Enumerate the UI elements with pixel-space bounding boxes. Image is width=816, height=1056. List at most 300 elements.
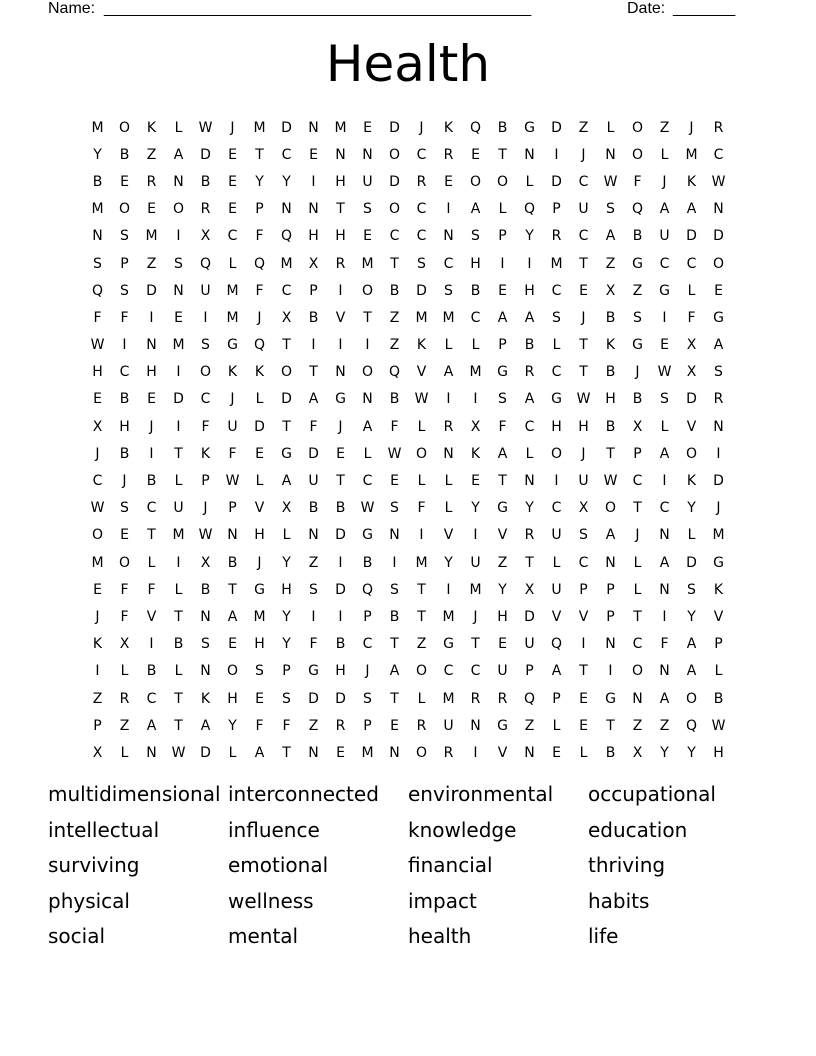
grid-letter: L: [552, 717, 561, 734]
grid-letter: N: [200, 663, 211, 680]
grid-letter: B: [470, 282, 481, 299]
grid-letter: Q: [685, 717, 698, 734]
word-list-item: life: [588, 924, 619, 949]
grid-letter: V: [551, 608, 562, 625]
grid-letter: T: [174, 717, 183, 734]
grid-letter: B: [389, 608, 400, 625]
grid-letter: V: [254, 500, 265, 517]
grid-letter: L: [147, 554, 156, 571]
grid-letter: T: [174, 690, 183, 707]
grid-letter: A: [524, 309, 535, 326]
grid-letter: J: [365, 663, 370, 680]
grid-letter: A: [497, 309, 508, 326]
grid-letter: C: [227, 228, 238, 245]
grid-letter: C: [416, 146, 427, 163]
grid-letter: W: [603, 473, 618, 490]
grid-letter: K: [605, 337, 616, 354]
grid-letter: C: [713, 146, 724, 163]
grid-letter: S: [120, 500, 129, 517]
grid-letter: K: [200, 445, 211, 462]
grid-letter: B: [632, 228, 643, 245]
grid-letter: R: [146, 173, 157, 190]
grid-letter: D: [686, 391, 697, 408]
grid-letter: N: [605, 636, 616, 653]
grid-letter: C: [281, 282, 292, 299]
grid-letter: N: [470, 717, 481, 734]
grid-letter: A: [686, 201, 697, 218]
grid-letter: Y: [282, 173, 291, 190]
grid-row: [84, 631, 732, 658]
grid-letter: G: [632, 255, 643, 272]
grid-letter: R: [416, 173, 427, 190]
grid-letter: P: [93, 717, 102, 734]
grid-letter: T: [282, 337, 291, 354]
grid-letter: P: [606, 608, 615, 625]
grid-letter: Y: [228, 717, 237, 734]
grid-letter: F: [228, 445, 237, 462]
grid-letter: A: [686, 636, 697, 653]
grid-letter: S: [714, 364, 723, 381]
grid-letter: D: [308, 445, 319, 462]
grid-letter: T: [174, 608, 183, 625]
grid-letter: B: [146, 473, 157, 490]
grid-letter: I: [338, 554, 343, 571]
grid-letter: T: [498, 146, 507, 163]
grid-letter: N: [659, 581, 670, 598]
grid-letter: P: [525, 663, 534, 680]
grid-letter: H: [605, 391, 616, 408]
grid-letter: R: [551, 228, 562, 245]
grid-letter: G: [659, 282, 670, 299]
grid-letter: P: [282, 663, 291, 680]
grid-letter: C: [416, 201, 427, 218]
grid-letter: D: [254, 418, 265, 435]
word-list-item: physical: [48, 888, 130, 913]
grid-letter: D: [308, 690, 319, 707]
grid-letter: F: [255, 717, 264, 734]
grid-letter: I: [338, 608, 343, 625]
grid-letter: V: [335, 309, 346, 326]
grid-letter: B: [92, 173, 103, 190]
grid-letter: E: [471, 473, 480, 490]
grid-letter: M: [442, 690, 455, 707]
grid-letter: R: [470, 690, 481, 707]
grid-letter: P: [228, 500, 237, 517]
grid-letter: Y: [471, 500, 480, 517]
grid-letter: L: [444, 337, 453, 354]
grid-letter: A: [686, 663, 697, 680]
grid-letter: I: [446, 581, 451, 598]
grid-letter: M: [172, 337, 185, 354]
grid-letter: K: [443, 119, 454, 136]
grid-letter: G: [497, 364, 508, 381]
grid-letter: T: [633, 500, 642, 517]
grid-letter: M: [253, 608, 266, 625]
grid-letter: R: [713, 391, 724, 408]
grid-letter: L: [120, 663, 129, 680]
grid-letter: T: [282, 418, 291, 435]
grid-letter: V: [146, 608, 157, 625]
grid-letter: G: [443, 636, 454, 653]
word-list-item: mental: [228, 924, 299, 949]
grid-letter: Y: [660, 744, 669, 761]
grid-letter: T: [579, 663, 588, 680]
grid-letter: I: [608, 663, 613, 680]
grid-letter: M: [334, 119, 347, 136]
grid-letter: L: [255, 391, 264, 408]
grid-letter: E: [93, 391, 102, 408]
grid-letter: G: [254, 581, 265, 598]
grid-letter: X: [632, 418, 643, 435]
grid-letter: E: [579, 282, 588, 299]
grid-letter: H: [281, 581, 292, 598]
grid-letter: T: [255, 146, 264, 163]
grid-letter: J: [581, 445, 586, 462]
grid-letter: U: [551, 527, 562, 544]
grid-letter: U: [443, 717, 454, 734]
grid-letter: C: [470, 663, 481, 680]
grid-letter: W: [225, 473, 240, 490]
grid-letter: P: [201, 473, 210, 490]
grid-letter: F: [201, 418, 210, 435]
grid-letter: A: [659, 554, 670, 571]
grid-letter: C: [578, 173, 589, 190]
grid-letter: O: [415, 663, 428, 680]
grid-letter: Z: [605, 255, 616, 272]
grid-row: [84, 277, 732, 304]
grid-letter: N: [281, 201, 292, 218]
grid-letter: S: [606, 201, 615, 218]
grid-letter: I: [176, 228, 181, 245]
grid-letter: D: [281, 391, 292, 408]
grid-letter: J: [122, 473, 127, 490]
grid-letter: I: [338, 282, 343, 299]
grid-letter: E: [228, 173, 237, 190]
grid-letter: K: [686, 173, 697, 190]
grid-letter: M: [91, 554, 104, 571]
grid-letter: N: [443, 228, 454, 245]
grid-letter: R: [443, 744, 454, 761]
word-list-item: surviving: [48, 853, 140, 878]
grid-letter: K: [470, 445, 481, 462]
grid-row: [84, 685, 732, 712]
grid-letter: C: [443, 255, 454, 272]
grid-letter: G: [713, 309, 724, 326]
grid-letter: J: [635, 364, 640, 381]
grid-letter: M: [469, 364, 482, 381]
grid-letter: R: [119, 690, 130, 707]
word-list-item: environmental: [408, 782, 554, 806]
grid-letter: O: [388, 146, 401, 163]
grid-letter: B: [308, 500, 319, 517]
grid-letter: F: [147, 581, 156, 598]
grid-letter: D: [335, 527, 346, 544]
grid-letter: D: [416, 282, 427, 299]
grid-letter: K: [92, 636, 103, 653]
grid-letter: I: [149, 636, 154, 653]
grid-letter: M: [685, 146, 698, 163]
grid-letter: L: [363, 445, 372, 462]
grid-letter: W: [711, 717, 726, 734]
grid-letter: A: [551, 663, 562, 680]
grid-letter: J: [635, 527, 640, 544]
grid-letter: U: [659, 228, 670, 245]
grid-letter: Z: [632, 282, 643, 299]
grid-letter: A: [713, 337, 724, 354]
grid-letter: B: [308, 309, 319, 326]
grid-letter: L: [471, 337, 480, 354]
grid-letter: O: [388, 201, 401, 218]
grid-letter: C: [551, 500, 562, 517]
grid-letter: N: [443, 445, 454, 462]
grid-letter: D: [686, 554, 697, 571]
grid-letter: C: [659, 255, 670, 272]
grid-letter: J: [95, 445, 100, 462]
grid-letter: S: [579, 527, 588, 544]
grid-letter: C: [362, 636, 373, 653]
grid-letter: T: [228, 581, 237, 598]
grid-letter: A: [254, 744, 265, 761]
grid-letter: T: [417, 581, 426, 598]
grid-letter: V: [713, 608, 724, 625]
grid-letter: M: [145, 228, 158, 245]
grid-letter: Y: [93, 146, 102, 163]
grid-letter: V: [497, 744, 508, 761]
grid-row: [84, 658, 732, 685]
grid-letter: P: [579, 581, 588, 598]
grid-letter: T: [606, 445, 615, 462]
grid-letter: U: [578, 201, 589, 218]
grid-letter: D: [200, 744, 211, 761]
grid-letter: S: [552, 309, 561, 326]
grid-letter: K: [686, 473, 697, 490]
grid-letter: I: [662, 473, 667, 490]
grid-letter: X: [605, 282, 616, 299]
grid-letter: E: [93, 581, 102, 598]
grid-letter: W: [360, 500, 375, 517]
grid-letter: S: [120, 228, 129, 245]
grid-letter: O: [118, 554, 131, 571]
grid-letter: O: [496, 173, 509, 190]
grid-letter: N: [308, 201, 319, 218]
grid-letter: U: [173, 500, 184, 517]
grid-letter: X: [578, 500, 589, 517]
grid-letter: G: [227, 337, 238, 354]
grid-letter: J: [473, 608, 478, 625]
grid-letter: B: [146, 663, 157, 680]
grid-letter: P: [498, 337, 507, 354]
grid-letter: M: [712, 527, 725, 544]
grid-letter: T: [174, 445, 183, 462]
grid-letter: N: [632, 690, 643, 707]
grid-letter: A: [659, 201, 670, 218]
grid-letter: E: [579, 717, 588, 734]
grid-row: [84, 168, 732, 195]
grid-letter: A: [362, 418, 373, 435]
grid-letter: I: [473, 744, 478, 761]
grid-row: [84, 576, 732, 603]
grid-letter: A: [659, 690, 670, 707]
grid-letter: Q: [550, 636, 563, 653]
word-list-item: financial: [408, 853, 493, 878]
grid-letter: K: [146, 119, 157, 136]
grid-letter: H: [227, 690, 238, 707]
grid-letter: E: [471, 146, 480, 163]
grid-letter: C: [119, 364, 130, 381]
grid-letter: G: [551, 391, 562, 408]
grid-letter: I: [392, 554, 397, 571]
grid-letter: C: [524, 418, 535, 435]
grid-letter: J: [419, 119, 424, 136]
grid-letter: S: [417, 255, 426, 272]
grid-letter: L: [579, 744, 588, 761]
word-list-item: social: [48, 924, 106, 949]
grid-letter: V: [686, 418, 697, 435]
grid-letter: C: [578, 228, 589, 245]
grid-letter: Q: [361, 581, 374, 598]
grid-letter: E: [336, 744, 345, 761]
grid-letter: Q: [523, 690, 536, 707]
grid-letter: L: [687, 527, 696, 544]
grid-letter: D: [551, 119, 562, 136]
grid-letter: W: [198, 527, 213, 544]
grid-letter: Y: [282, 636, 291, 653]
word-list-item: occupational: [588, 782, 716, 806]
grid-letter: T: [606, 717, 615, 734]
grid-letter: N: [389, 527, 400, 544]
grid-letter: T: [579, 337, 588, 354]
grid-letter: H: [524, 282, 535, 299]
grid-letter: B: [632, 391, 643, 408]
grid-letter: S: [390, 500, 399, 517]
grid-letter: M: [226, 309, 239, 326]
grid-letter: P: [552, 690, 561, 707]
grid-letter: Y: [255, 173, 264, 190]
grid-letter: A: [605, 527, 616, 544]
grid-letter: W: [171, 744, 186, 761]
grid-letter: P: [714, 636, 723, 653]
grid-letter: Z: [389, 309, 400, 326]
grid-letter: U: [497, 663, 508, 680]
grid-letter: B: [497, 119, 508, 136]
grid-letter: M: [550, 255, 563, 272]
grid-letter: I: [176, 418, 181, 435]
grid-letter: M: [91, 119, 104, 136]
grid-letter: P: [363, 608, 372, 625]
grid-letter: H: [335, 228, 346, 245]
grid-letter: E: [228, 146, 237, 163]
word-list-item: thriving: [588, 853, 666, 878]
grid-letter: L: [525, 173, 534, 190]
grid-letter: O: [118, 119, 131, 136]
grid-letter: P: [255, 201, 264, 218]
grid-letter: L: [255, 473, 264, 490]
grid-letter: B: [605, 418, 616, 435]
date-label: Date:: [627, 0, 666, 17]
grid-letter: S: [201, 636, 210, 653]
grid-letter: R: [335, 717, 346, 734]
grid-letter: E: [147, 201, 156, 218]
grid-letter: O: [685, 690, 698, 707]
grid-letter: E: [552, 744, 561, 761]
grid-letter: N: [713, 418, 724, 435]
grid-letter: E: [255, 445, 264, 462]
grid-letter: B: [605, 744, 616, 761]
grid-letter: L: [282, 527, 291, 544]
grid-letter: U: [200, 282, 211, 299]
word-list-item: impact: [408, 888, 477, 913]
grid-letter: K: [416, 337, 427, 354]
grid-row: [84, 467, 732, 494]
grid-letter: O: [415, 744, 428, 761]
grid-row: [84, 413, 732, 440]
grid-letter: L: [228, 255, 237, 272]
grid-letter: A: [497, 445, 508, 462]
grid-letter: W: [711, 173, 726, 190]
grid-letter: R: [497, 690, 508, 707]
grid-letter: K: [254, 364, 265, 381]
grid-letter: Y: [687, 500, 696, 517]
grid-letter: G: [524, 119, 535, 136]
word-list-item: influence: [228, 817, 320, 842]
grid-letter: B: [713, 690, 724, 707]
grid-letter: W: [657, 364, 672, 381]
grid-letter: C: [281, 146, 292, 163]
grid-letter: N: [308, 744, 319, 761]
grid-letter: N: [524, 146, 535, 163]
grid-letter: B: [335, 500, 346, 517]
grid-row: [84, 712, 732, 739]
grid-letter: Z: [146, 255, 157, 272]
grid-row: [84, 440, 732, 467]
grid-letter: F: [120, 309, 129, 326]
grid-letter: H: [119, 418, 130, 435]
grid-letter: R: [443, 146, 454, 163]
grid-letter: E: [714, 282, 723, 299]
grid-letter: B: [200, 581, 211, 598]
grid-letter: L: [633, 581, 642, 598]
grid-letter: D: [146, 282, 157, 299]
grid-letter: L: [417, 473, 426, 490]
grid-letter: F: [390, 418, 399, 435]
grid-letter: T: [417, 608, 426, 625]
grid-letter: R: [443, 418, 454, 435]
grid-letter: C: [551, 282, 562, 299]
grid-letter: E: [255, 690, 264, 707]
grid-letter: I: [122, 337, 127, 354]
grid-letter: I: [149, 309, 154, 326]
grid-letter: T: [579, 364, 588, 381]
grid-letter: E: [363, 228, 372, 245]
grid-letter: L: [228, 744, 237, 761]
grid-letter: C: [659, 500, 670, 517]
grid-letter: N: [173, 173, 184, 190]
grid-letter: B: [389, 282, 400, 299]
grid-letter: L: [606, 119, 615, 136]
grid-letter: R: [416, 717, 427, 734]
grid-letter: Z: [146, 146, 157, 163]
grid-letter: N: [605, 146, 616, 163]
grid-letter: Y: [282, 608, 291, 625]
grid-letter: O: [631, 119, 644, 136]
grid-letter: U: [524, 636, 535, 653]
grid-letter: O: [199, 364, 212, 381]
grid-letter: L: [174, 663, 183, 680]
grid-letter: V: [443, 527, 454, 544]
header: [48, 0, 748, 20]
grid-letter: M: [415, 554, 428, 571]
grid-letter: X: [92, 744, 103, 761]
